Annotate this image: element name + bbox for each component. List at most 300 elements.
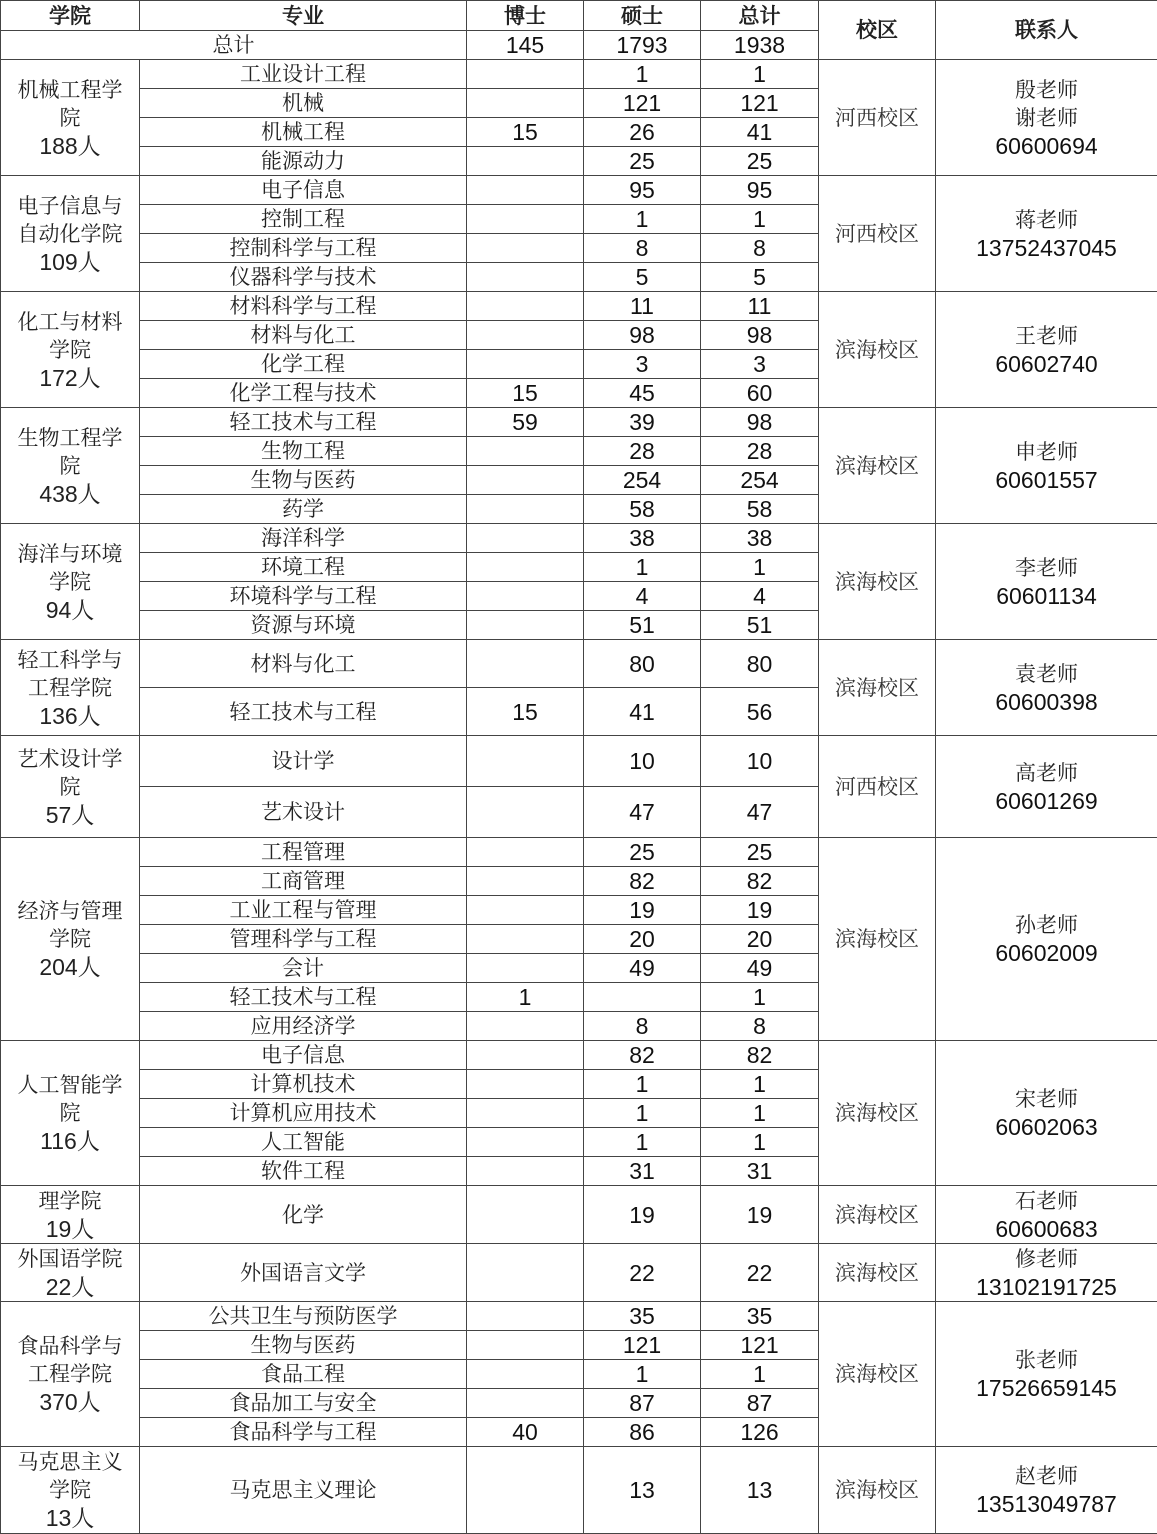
college-name: 化工与材料 bbox=[1, 308, 139, 336]
phd-count bbox=[467, 954, 584, 983]
master-count: 8 bbox=[584, 234, 701, 263]
campus-cell: 滨海校区 bbox=[819, 1302, 936, 1447]
table-row bbox=[1, 1041, 1157, 1070]
phd-count: 59 bbox=[467, 408, 584, 437]
master-count: 49 bbox=[584, 954, 701, 983]
campus-cell: 河西校区 bbox=[819, 736, 936, 838]
college-name: 院 bbox=[1, 104, 139, 132]
contact-cell bbox=[936, 60, 1157, 176]
master-count: 87 bbox=[584, 1389, 701, 1418]
contact-name: 宋老师 bbox=[936, 1085, 1157, 1113]
total-count: 19 bbox=[701, 896, 819, 925]
phd-count bbox=[467, 466, 584, 495]
college-count: 19人 bbox=[1, 1215, 139, 1243]
phd-count bbox=[467, 176, 584, 205]
college-count: 370人 bbox=[1, 1388, 139, 1416]
college-cell bbox=[1, 60, 140, 176]
total-count: 1 bbox=[701, 205, 819, 234]
major-name: 食品科学与工程 bbox=[140, 1418, 467, 1447]
phd-count bbox=[467, 147, 584, 176]
campus-cell: 滨海校区 bbox=[819, 640, 936, 736]
master-count: 28 bbox=[584, 437, 701, 466]
total-count: 5 bbox=[701, 263, 819, 292]
major-name: 化学 bbox=[140, 1186, 467, 1244]
contact-phone: 17526659145 bbox=[936, 1374, 1157, 1402]
total-count: 8 bbox=[701, 1012, 819, 1041]
college-cell bbox=[1, 1244, 140, 1302]
college-name: 院 bbox=[1, 773, 139, 801]
total-count: 41 bbox=[701, 118, 819, 147]
major-name: 生物工程 bbox=[140, 437, 467, 466]
contact-name: 孙老师 bbox=[936, 911, 1157, 939]
major-name: 设计学 bbox=[140, 736, 467, 787]
table-row bbox=[1, 736, 1157, 787]
contact-cell bbox=[936, 1244, 1157, 1302]
summary-phd: 145 bbox=[467, 31, 584, 60]
college-name: 自动化学院 bbox=[1, 220, 139, 248]
total-count: 121 bbox=[701, 89, 819, 118]
master-count: 86 bbox=[584, 1418, 701, 1447]
college-name: 院 bbox=[1, 452, 139, 480]
contact-phone: 60601269 bbox=[936, 787, 1157, 815]
phd-count bbox=[467, 1012, 584, 1041]
major-name: 计算机技术 bbox=[140, 1070, 467, 1099]
contact-phone: 60602063 bbox=[936, 1113, 1157, 1141]
total-count: 28 bbox=[701, 437, 819, 466]
total-count: 22 bbox=[701, 1244, 819, 1302]
master-count: 121 bbox=[584, 89, 701, 118]
contact-phone: 13752437045 bbox=[936, 234, 1157, 262]
contact-phone: 60601557 bbox=[936, 466, 1157, 494]
total-count: 58 bbox=[701, 495, 819, 524]
phd-count bbox=[467, 1186, 584, 1244]
phd-count: 40 bbox=[467, 1418, 584, 1447]
header-campus: 校区 bbox=[819, 1, 936, 60]
college-cell bbox=[1, 176, 140, 292]
header-major: 专业 bbox=[140, 1, 467, 31]
major-name: 工程管理 bbox=[140, 838, 467, 867]
phd-count bbox=[467, 640, 584, 688]
total-count: 1 bbox=[701, 60, 819, 89]
phd-count bbox=[467, 495, 584, 524]
total-count: 95 bbox=[701, 176, 819, 205]
total-count: 11 bbox=[701, 292, 819, 321]
college-cell bbox=[1, 1447, 140, 1534]
master-count: 41 bbox=[584, 688, 701, 736]
major-name: 材料与化工 bbox=[140, 321, 467, 350]
phd-count bbox=[467, 1099, 584, 1128]
total-count: 1 bbox=[701, 1128, 819, 1157]
master-count: 11 bbox=[584, 292, 701, 321]
phd-count: 15 bbox=[467, 379, 584, 408]
contact-name: 张老师 bbox=[936, 1346, 1157, 1374]
total-count: 25 bbox=[701, 147, 819, 176]
phd-count bbox=[467, 234, 584, 263]
major-name: 生物与医药 bbox=[140, 466, 467, 495]
college-count: 204人 bbox=[1, 953, 139, 981]
phd-count bbox=[467, 787, 584, 838]
total-count: 56 bbox=[701, 688, 819, 736]
phd-count bbox=[467, 60, 584, 89]
header-total: 总计 bbox=[701, 1, 819, 31]
college-cell bbox=[1, 736, 140, 838]
total-count: 254 bbox=[701, 466, 819, 495]
major-name: 艺术设计 bbox=[140, 787, 467, 838]
master-count: 82 bbox=[584, 1041, 701, 1070]
master-count: 3 bbox=[584, 350, 701, 379]
contact-name: 王老师 bbox=[936, 322, 1157, 350]
total-count: 126 bbox=[701, 1418, 819, 1447]
major-name: 电子信息 bbox=[140, 1041, 467, 1070]
contact-phone: 60602009 bbox=[936, 939, 1157, 967]
phd-count bbox=[467, 925, 584, 954]
total-count: 31 bbox=[701, 1157, 819, 1186]
phd-count bbox=[467, 1244, 584, 1302]
contact-phone: 60600694 bbox=[936, 132, 1157, 160]
college-name: 海洋与环境 bbox=[1, 540, 139, 568]
major-name: 轻工技术与工程 bbox=[140, 983, 467, 1012]
master-count bbox=[584, 983, 701, 1012]
total-count: 82 bbox=[701, 1041, 819, 1070]
major-name: 海洋科学 bbox=[140, 524, 467, 553]
phd-count bbox=[467, 1070, 584, 1099]
master-count: 1 bbox=[584, 1360, 701, 1389]
major-name: 资源与环境 bbox=[140, 611, 467, 640]
major-name: 工业工程与管理 bbox=[140, 896, 467, 925]
table-row bbox=[1, 1447, 1157, 1534]
master-count: 45 bbox=[584, 379, 701, 408]
phd-count bbox=[467, 553, 584, 582]
table-row bbox=[1, 1302, 1157, 1331]
major-name: 食品工程 bbox=[140, 1360, 467, 1389]
total-count: 87 bbox=[701, 1389, 819, 1418]
phd-count: 15 bbox=[467, 688, 584, 736]
major-name: 材料与化工 bbox=[140, 640, 467, 688]
college-name: 外国语学院 bbox=[1, 1245, 139, 1273]
master-count: 35 bbox=[584, 1302, 701, 1331]
contact-cell bbox=[936, 408, 1157, 524]
major-name: 工业设计工程 bbox=[140, 60, 467, 89]
contact-cell bbox=[936, 640, 1157, 736]
master-count: 51 bbox=[584, 611, 701, 640]
college-name: 学院 bbox=[1, 336, 139, 364]
contact-cell bbox=[936, 176, 1157, 292]
total-count: 98 bbox=[701, 321, 819, 350]
contact-cell bbox=[936, 1041, 1157, 1186]
major-name: 会计 bbox=[140, 954, 467, 983]
campus-cell: 滨海校区 bbox=[819, 408, 936, 524]
college-count: 94人 bbox=[1, 596, 139, 624]
header-master: 硕士 bbox=[584, 1, 701, 31]
college-name: 马克思主义 bbox=[1, 1448, 139, 1476]
contact-phone: 60600683 bbox=[936, 1215, 1157, 1243]
major-name: 化学工程 bbox=[140, 350, 467, 379]
major-name: 人工智能 bbox=[140, 1128, 467, 1157]
table-row bbox=[1, 292, 1157, 321]
total-count: 47 bbox=[701, 787, 819, 838]
phd-count bbox=[467, 321, 584, 350]
contact-cell bbox=[936, 1302, 1157, 1447]
phd-count bbox=[467, 205, 584, 234]
college-count: 57人 bbox=[1, 801, 139, 829]
master-count: 19 bbox=[584, 896, 701, 925]
total-count: 19 bbox=[701, 1186, 819, 1244]
college-count: 172人 bbox=[1, 364, 139, 392]
master-count: 58 bbox=[584, 495, 701, 524]
contact-name: 李老师 bbox=[936, 554, 1157, 582]
college-count: 109人 bbox=[1, 248, 139, 276]
major-name: 马克思主义理论 bbox=[140, 1447, 467, 1534]
major-name: 环境工程 bbox=[140, 553, 467, 582]
campus-cell: 滨海校区 bbox=[819, 1186, 936, 1244]
master-count: 5 bbox=[584, 263, 701, 292]
phd-count bbox=[467, 1447, 584, 1534]
college-name: 学院 bbox=[1, 1476, 139, 1504]
college-cell bbox=[1, 292, 140, 408]
phd-count bbox=[467, 1360, 584, 1389]
table-row bbox=[1, 524, 1157, 553]
college-name: 院 bbox=[1, 1099, 139, 1127]
major-name: 材料科学与工程 bbox=[140, 292, 467, 321]
phd-count bbox=[467, 611, 584, 640]
total-count: 49 bbox=[701, 954, 819, 983]
phd-count bbox=[467, 736, 584, 787]
contact-cell bbox=[936, 1447, 1157, 1534]
major-name: 环境科学与工程 bbox=[140, 582, 467, 611]
summary-total: 1938 bbox=[701, 31, 819, 60]
major-name: 轻工技术与工程 bbox=[140, 688, 467, 736]
phd-count bbox=[467, 292, 584, 321]
college-name: 轻工科学与 bbox=[1, 646, 139, 674]
major-name: 控制工程 bbox=[140, 205, 467, 234]
master-count: 4 bbox=[584, 582, 701, 611]
contact-phone: 60601134 bbox=[936, 582, 1157, 610]
table-row bbox=[1, 1244, 1157, 1302]
campus-cell: 河西校区 bbox=[819, 60, 936, 176]
major-name: 控制科学与工程 bbox=[140, 234, 467, 263]
master-count: 82 bbox=[584, 867, 701, 896]
master-count: 121 bbox=[584, 1331, 701, 1360]
college-name: 机械工程学 bbox=[1, 76, 139, 104]
phd-count bbox=[467, 1331, 584, 1360]
master-count: 1 bbox=[584, 553, 701, 582]
college-count: 438人 bbox=[1, 480, 139, 508]
total-count: 1 bbox=[701, 553, 819, 582]
phd-count bbox=[467, 582, 584, 611]
total-count: 82 bbox=[701, 867, 819, 896]
master-count: 80 bbox=[584, 640, 701, 688]
phd-count bbox=[467, 838, 584, 867]
college-cell bbox=[1, 408, 140, 524]
contact-name: 高老师 bbox=[936, 759, 1157, 787]
total-count: 1 bbox=[701, 1360, 819, 1389]
major-name: 管理科学与工程 bbox=[140, 925, 467, 954]
master-count: 10 bbox=[584, 736, 701, 787]
major-name: 公共卫生与预防医学 bbox=[140, 1302, 467, 1331]
phd-count bbox=[467, 350, 584, 379]
master-count: 1 bbox=[584, 205, 701, 234]
phd-count bbox=[467, 89, 584, 118]
contact-cell bbox=[936, 524, 1157, 640]
major-name: 软件工程 bbox=[140, 1157, 467, 1186]
contact-name: 石老师 bbox=[936, 1187, 1157, 1215]
master-count: 254 bbox=[584, 466, 701, 495]
contact-cell bbox=[936, 838, 1157, 1041]
college-name: 艺术设计学 bbox=[1, 745, 139, 773]
table-row bbox=[1, 838, 1157, 867]
phd-count bbox=[467, 1041, 584, 1070]
total-count: 10 bbox=[701, 736, 819, 787]
total-count: 13 bbox=[701, 1447, 819, 1534]
major-name: 外国语言文学 bbox=[140, 1244, 467, 1302]
total-count: 20 bbox=[701, 925, 819, 954]
college-name: 工程学院 bbox=[1, 674, 139, 702]
master-count: 13 bbox=[584, 1447, 701, 1534]
contact-phone: 60602740 bbox=[936, 350, 1157, 378]
college-name: 工程学院 bbox=[1, 1360, 139, 1388]
college-name: 学院 bbox=[1, 925, 139, 953]
college-cell bbox=[1, 1041, 140, 1186]
major-name: 化学工程与技术 bbox=[140, 379, 467, 408]
total-count: 4 bbox=[701, 582, 819, 611]
total-count: 1 bbox=[701, 1070, 819, 1099]
major-name: 轻工技术与工程 bbox=[140, 408, 467, 437]
master-count: 26 bbox=[584, 118, 701, 147]
major-name: 工商管理 bbox=[140, 867, 467, 896]
college-count: 188人 bbox=[1, 132, 139, 160]
college-name: 理学院 bbox=[1, 1187, 139, 1215]
college-cell bbox=[1, 838, 140, 1041]
contact-name: 蒋老师 bbox=[936, 206, 1157, 234]
major-name: 机械 bbox=[140, 89, 467, 118]
college-name: 食品科学与 bbox=[1, 1332, 139, 1360]
contact-name: 申老师 bbox=[936, 438, 1157, 466]
total-count: 51 bbox=[701, 611, 819, 640]
contact-name: 谢老师 bbox=[936, 104, 1157, 132]
contact-phone: 60600398 bbox=[936, 688, 1157, 716]
contact-phone: 13513049787 bbox=[936, 1490, 1157, 1518]
contact-name: 殷老师 bbox=[936, 76, 1157, 104]
master-count: 8 bbox=[584, 1012, 701, 1041]
contact-name: 修老师 bbox=[936, 1245, 1157, 1273]
campus-cell: 滨海校区 bbox=[819, 292, 936, 408]
major-name: 能源动力 bbox=[140, 147, 467, 176]
major-name: 应用经济学 bbox=[140, 1012, 467, 1041]
master-count: 39 bbox=[584, 408, 701, 437]
phd-count bbox=[467, 867, 584, 896]
master-count: 1 bbox=[584, 1070, 701, 1099]
phd-count bbox=[467, 524, 584, 553]
college-name: 电子信息与 bbox=[1, 192, 139, 220]
header-college: 学院 bbox=[1, 1, 140, 31]
college-name: 学院 bbox=[1, 568, 139, 596]
total-count: 8 bbox=[701, 234, 819, 263]
master-count: 20 bbox=[584, 925, 701, 954]
total-count: 1 bbox=[701, 983, 819, 1012]
summary-label: 总计 bbox=[1, 31, 467, 60]
contact-cell bbox=[936, 1186, 1157, 1244]
phd-count: 1 bbox=[467, 983, 584, 1012]
master-count: 1 bbox=[584, 60, 701, 89]
major-name: 仪器科学与技术 bbox=[140, 263, 467, 292]
campus-cell: 河西校区 bbox=[819, 176, 936, 292]
table-row bbox=[1, 1186, 1157, 1244]
college-name: 生物工程学 bbox=[1, 424, 139, 452]
phd-count bbox=[467, 896, 584, 925]
master-count: 98 bbox=[584, 321, 701, 350]
phd-count bbox=[467, 1128, 584, 1157]
contact-name: 袁老师 bbox=[936, 660, 1157, 688]
master-count: 1 bbox=[584, 1099, 701, 1128]
master-count: 31 bbox=[584, 1157, 701, 1186]
table-row bbox=[1, 408, 1157, 437]
master-count: 25 bbox=[584, 147, 701, 176]
college-cell bbox=[1, 1186, 140, 1244]
major-name: 计算机应用技术 bbox=[140, 1099, 467, 1128]
college-count: 136人 bbox=[1, 702, 139, 730]
campus-cell: 滨海校区 bbox=[819, 1244, 936, 1302]
phd-count bbox=[467, 1302, 584, 1331]
total-count: 98 bbox=[701, 408, 819, 437]
header-contact: 联系人 bbox=[936, 1, 1157, 60]
college-cell bbox=[1, 640, 140, 736]
contact-name: 赵老师 bbox=[936, 1462, 1157, 1490]
summary-master: 1793 bbox=[584, 31, 701, 60]
college-count: 116人 bbox=[1, 1127, 139, 1155]
total-count: 38 bbox=[701, 524, 819, 553]
total-count: 121 bbox=[701, 1331, 819, 1360]
header-phd: 博士 bbox=[467, 1, 584, 31]
master-count: 1 bbox=[584, 1128, 701, 1157]
master-count: 95 bbox=[584, 176, 701, 205]
total-count: 80 bbox=[701, 640, 819, 688]
total-count: 1 bbox=[701, 1099, 819, 1128]
total-count: 25 bbox=[701, 838, 819, 867]
total-count: 60 bbox=[701, 379, 819, 408]
contact-phone: 13102191725 bbox=[936, 1273, 1157, 1301]
major-name: 电子信息 bbox=[140, 176, 467, 205]
major-name: 药学 bbox=[140, 495, 467, 524]
college-count: 22人 bbox=[1, 1273, 139, 1301]
college-name: 经济与管理 bbox=[1, 897, 139, 925]
campus-cell: 滨海校区 bbox=[819, 1447, 936, 1534]
phd-count: 15 bbox=[467, 118, 584, 147]
major-name: 生物与医药 bbox=[140, 1331, 467, 1360]
contact-cell bbox=[936, 736, 1157, 838]
master-count: 22 bbox=[584, 1244, 701, 1302]
campus-cell: 滨海校区 bbox=[819, 838, 936, 1041]
college-cell bbox=[1, 1302, 140, 1447]
campus-cell: 滨海校区 bbox=[819, 524, 936, 640]
master-count: 47 bbox=[584, 787, 701, 838]
total-count: 35 bbox=[701, 1302, 819, 1331]
master-count: 38 bbox=[584, 524, 701, 553]
phd-count bbox=[467, 1157, 584, 1186]
phd-count bbox=[467, 1389, 584, 1418]
college-count: 13人 bbox=[1, 1504, 139, 1532]
phd-count bbox=[467, 263, 584, 292]
total-count: 3 bbox=[701, 350, 819, 379]
contact-cell bbox=[936, 292, 1157, 408]
master-count: 25 bbox=[584, 838, 701, 867]
major-name: 机械工程 bbox=[140, 118, 467, 147]
table-row bbox=[1, 60, 1157, 89]
college-cell bbox=[1, 524, 140, 640]
master-count: 19 bbox=[584, 1186, 701, 1244]
college-name: 人工智能学 bbox=[1, 1071, 139, 1099]
phd-count bbox=[467, 437, 584, 466]
major-name: 食品加工与安全 bbox=[140, 1389, 467, 1418]
